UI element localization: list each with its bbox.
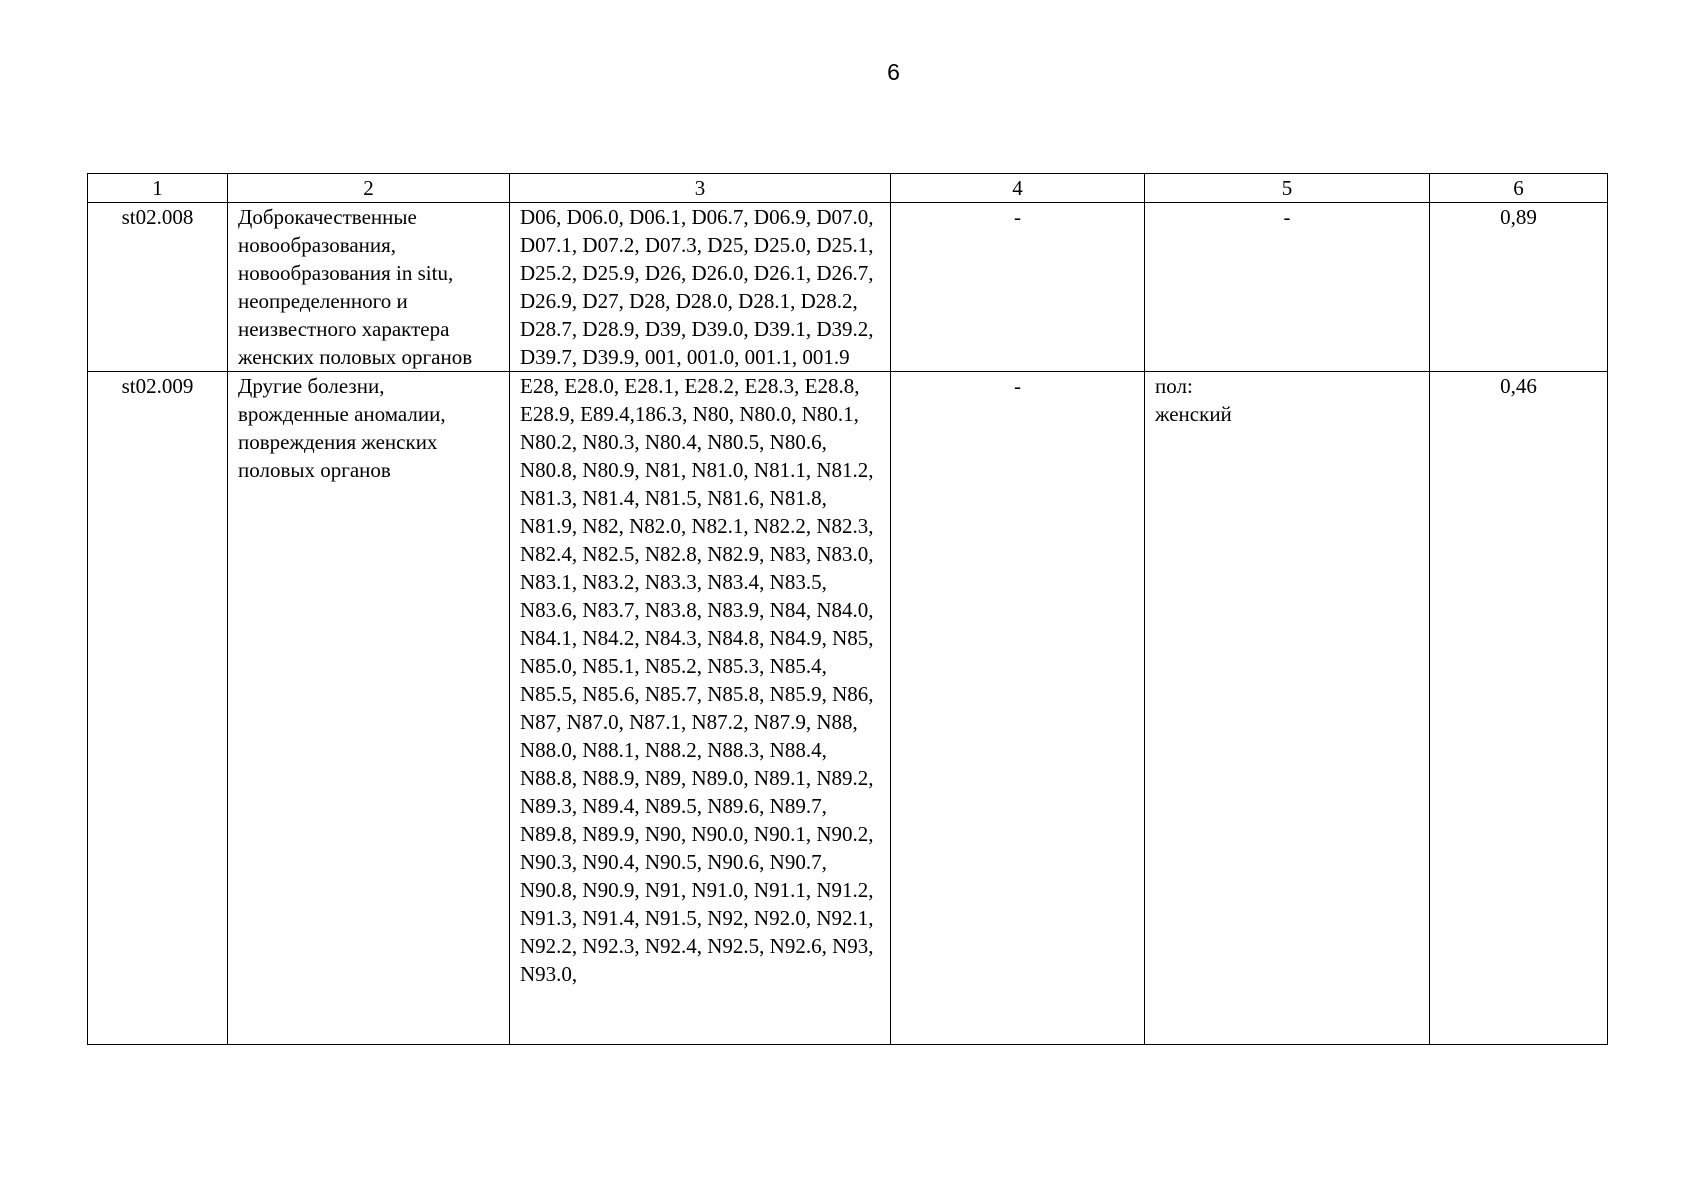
column-header-1: 1 xyxy=(88,174,228,203)
data-table xyxy=(87,173,1608,1045)
table-row xyxy=(88,372,1608,1045)
column-5-cell: - xyxy=(1145,203,1430,372)
table-header-row xyxy=(88,174,1608,203)
coefficient-cell: 0,46 xyxy=(1430,372,1608,1045)
column-4-cell: - xyxy=(891,372,1145,1045)
column-header-4: 4 xyxy=(891,174,1145,203)
column-header-3: 3 xyxy=(510,174,891,203)
column-header-6: 6 xyxy=(1430,174,1608,203)
group-code-cell: st02.009 xyxy=(88,372,228,1045)
coefficient-cell: 0,89 xyxy=(1430,203,1608,372)
column-header-5: 5 xyxy=(1145,174,1430,203)
table-row xyxy=(88,203,1608,372)
column-header-2: 2 xyxy=(228,174,510,203)
column-4-cell: - xyxy=(891,203,1145,372)
icd-codes-cell: D06, D06.0, D06.1, D06.7, D06.9, D07.0, D07.1, D07.2, D07.3, D25, D25.0, D25.1, D25.2, D25.9, D26, D26.0, D26.1, D26.7, D26.9, D27, D28, D28.0, D28.1, D28.2, D28.7, D28.9, D39, D39.0, D39.1, D39.2, D39.7, D39.9, 001, 001.0, 001.1, 001.9 xyxy=(510,203,891,372)
page-number: 6 xyxy=(887,59,900,85)
column-5-cell: пол: женский xyxy=(1145,372,1430,1045)
group-name-cell: Доброкачественные новообразования, новообразования in situ, неопределенного и неизвестного характера женских половых органов xyxy=(228,203,510,372)
group-name-cell: Другие болезни, врожденные аномалии, повреждения женских половых органов xyxy=(228,372,510,1045)
icd-codes-cell: E28, E28.0, E28.1, E28.2, E28.3, E28.8, E28.9, E89.4,186.3, N80, N80.0, N80.1, N80.2, N80.3, N80.4, N80.5, N80.6, N80.8, N80.9, N81, N81.0, N81.1, N81.2, N81.3, N81.4, N81.5, N81.6, N81.8, N81.9, N82, N82.0, N82.1, N82.2, N82.3, N82.4, N82.5, N82.8, N82.9, N83, N83.0, N83.1, N83.2, N83.3, N83.4, N83.5, N83.6, N83.7, N83.8, N83.9, N84, N84.0, N84.1, N84.2, N84.3, N84.8, N84.9, N85, N85.0, N85.1, N85.2, N85.3, N85.4, N85.5, N85.6, N85.7, N85.8, N85.9, N86, N87, N87.0, N87.1, N87.2, N87.9, N88, N88.0, N88.1, N88.2, N88.3, N88.4, N88.8, N88.9, N89, N89.0, N89.1, N89.2, N89.3, N89.4, N89.5, N89.6, N89.7, N89.8, N89.9, N90, N90.0, N90.1, N90.2, N90.3, N90.4, N90.5, N90.6, N90.7, N90.8, N90.9, N91, N91.0, N91.1, N91.2, N91.3, N91.4, N91.5, N92, N92.0, N92.1, N92.2, N92.3, N92.4, N92.5, N92.6, N93, N93.0, xyxy=(510,372,891,1045)
group-code-cell: st02.008 xyxy=(88,203,228,372)
